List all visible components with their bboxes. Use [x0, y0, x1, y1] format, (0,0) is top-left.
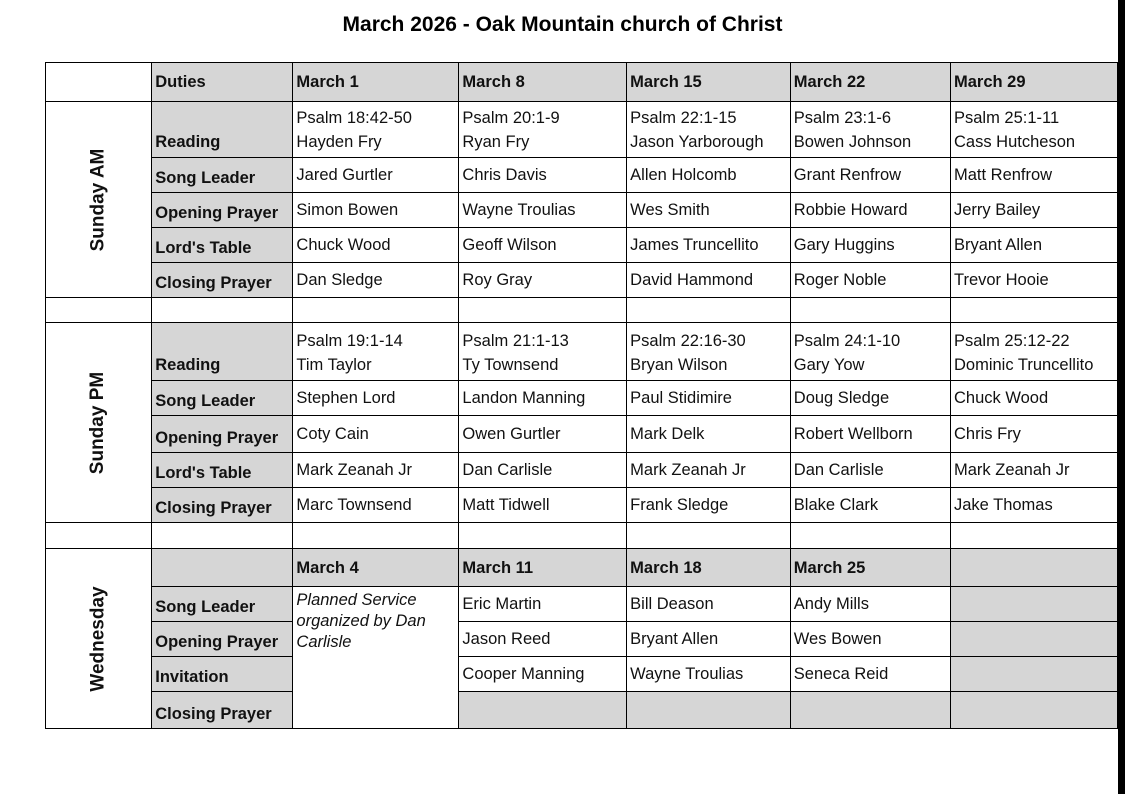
wed-duty-row: [46, 692, 1118, 729]
reading-cell: [790, 102, 950, 158]
duty-cell: Cooper Manning: [459, 657, 627, 692]
duty-label: Song Leader: [152, 587, 293, 622]
duty-cell: Mark Zeanah Jr: [293, 453, 459, 488]
wed-duty-row: [46, 657, 1118, 692]
duty-cell: David Hammond: [627, 263, 791, 298]
duty-cell: Andy Mills: [790, 587, 950, 622]
duty-cell: Stephen Lord: [293, 381, 459, 416]
duty-cell: Mark Delk: [627, 416, 791, 453]
duty-cell: Trevor Hooie: [950, 263, 1117, 298]
empty-cell: [950, 657, 1117, 692]
schedule-table: [45, 62, 1118, 729]
duty-cell: Roy Gray: [459, 263, 627, 298]
duty-label: Closing Prayer: [152, 263, 293, 298]
reading-cell: [950, 102, 1117, 158]
duty-label: Closing Prayer: [152, 692, 293, 729]
duty-cell: Jason Reed: [459, 622, 627, 657]
duty-label: Lord's Table: [152, 453, 293, 488]
duty-cell: Dan Carlisle: [459, 453, 627, 488]
reader-name: Hayden Fry: [296, 133, 382, 151]
duty-cell: Bryant Allen: [950, 228, 1117, 263]
header-row: [46, 63, 1118, 102]
psalm-ref: Psalm 25:12-22: [953, 332, 1070, 350]
spacer-row: [46, 523, 1118, 549]
duty-label: Reading: [152, 102, 293, 158]
duty-label: Lord's Table: [152, 228, 293, 263]
duty-cell: Jake Thomas: [950, 488, 1117, 523]
header-date: March 25: [790, 549, 950, 587]
am-reading-row: [46, 102, 1118, 158]
reader-name: Bowen Johnson: [793, 133, 912, 151]
duty-cell: Paul Stidimire: [627, 381, 791, 416]
duty-cell: Geoff Wilson: [459, 228, 627, 263]
reader-name: Tim Taylor: [296, 356, 372, 374]
psalm-ref: Psalm 20:1-9: [462, 109, 560, 127]
spacer-row: [46, 298, 1118, 323]
duty-cell: Frank Sledge: [627, 488, 791, 523]
duty-cell: Simon Bowen: [293, 193, 459, 228]
duty-cell: Coty Cain: [293, 416, 459, 453]
header-duties: Duties: [152, 63, 293, 102]
reading-cell: [293, 102, 459, 158]
empty-cell: [950, 587, 1117, 622]
duty-label: Song Leader: [152, 381, 293, 416]
duty-cell: Jerry Bailey: [950, 193, 1117, 228]
psalm-ref: Psalm 21:1-13: [462, 332, 569, 350]
am-duty-row: [46, 228, 1118, 263]
psalm-ref: Psalm 22:1-15: [630, 109, 737, 127]
duty-label: Reading: [152, 323, 293, 381]
section-label-sunday-pm: Sunday PM: [46, 323, 152, 523]
reader-name: Cass Hutcheson: [953, 133, 1076, 151]
duty-cell: Wes Smith: [627, 193, 791, 228]
duty-cell: Chuck Wood: [950, 381, 1117, 416]
header-date: March 29: [950, 63, 1117, 102]
empty-cell: [627, 692, 791, 729]
psalm-ref: Psalm 25:1-11: [953, 109, 1060, 127]
psalm-ref: Psalm 22:16-30: [630, 332, 746, 350]
duty-cell: Doug Sledge: [790, 381, 950, 416]
duty-cell: Marc Townsend: [293, 488, 459, 523]
wed-duty-row: [46, 587, 1118, 622]
empty-cell: [790, 692, 950, 729]
duty-cell: Robbie Howard: [790, 193, 950, 228]
psalm-ref: Psalm 24:1-10: [793, 332, 901, 350]
duty-cell: Dan Carlisle: [790, 453, 950, 488]
pm-duty-row: [46, 453, 1118, 488]
reader-name: Gary Yow: [793, 356, 865, 374]
reading-cell: [459, 102, 627, 158]
reading-cell: [627, 323, 791, 381]
duty-cell: Bill Deason: [627, 587, 791, 622]
duty-cell: Landon Manning: [459, 381, 627, 416]
reader-name: Ryan Fry: [462, 133, 530, 151]
duty-cell: Grant Renfrow: [790, 158, 950, 193]
empty-cell: [950, 692, 1117, 729]
duty-cell: Robert Wellborn: [790, 416, 950, 453]
duty-cell: Bryant Allen: [627, 622, 791, 657]
duty-label: Closing Prayer: [152, 488, 293, 523]
duty-cell: Wayne Troulias: [627, 657, 791, 692]
empty-cell: [950, 549, 1117, 587]
header-date: March 1: [293, 63, 459, 102]
psalm-ref: Psalm 19:1-14: [296, 332, 403, 350]
reading-cell: [459, 323, 627, 381]
reader-name: Jason Yarborough: [630, 133, 764, 151]
duty-cell: Chris Fry: [950, 416, 1117, 453]
pm-duty-row: [46, 416, 1118, 453]
reading-cell: [293, 323, 459, 381]
duty-cell: Blake Clark: [790, 488, 950, 523]
psalm-ref: Psalm 23:1-6: [793, 109, 891, 127]
right-edge-border: [1118, 0, 1125, 794]
duty-label: Opening Prayer: [152, 416, 293, 453]
pm-duty-row: [46, 488, 1118, 523]
wed-date-row: [46, 549, 1118, 587]
duty-cell: Owen Gurtler: [459, 416, 627, 453]
duty-cell: Jared Gurtler: [293, 158, 459, 193]
reader-name: Dominic Truncellito: [953, 356, 1094, 374]
duty-label: Opening Prayer: [152, 622, 293, 657]
wed-duty-row: [46, 622, 1118, 657]
duty-cell: Chris Davis: [459, 158, 627, 193]
duty-cell: Wes Bowen: [790, 622, 950, 657]
planned-service-note: Planned Service organized by Dan Carlisle: [293, 587, 459, 729]
duty-cell: Dan Sledge: [293, 263, 459, 298]
duty-cell: Chuck Wood: [293, 228, 459, 263]
duty-label: Invitation: [152, 657, 293, 692]
header-date: March 11: [459, 549, 627, 587]
duty-cell: Roger Noble: [790, 263, 950, 298]
header-date: March 22: [790, 63, 950, 102]
pm-duty-row: [46, 381, 1118, 416]
duty-label: Opening Prayer: [152, 193, 293, 228]
header-date: March 15: [627, 63, 791, 102]
psalm-ref: Psalm 18:42-50: [296, 109, 412, 127]
duty-cell: Allen Holcomb: [627, 158, 791, 193]
am-duty-row: [46, 263, 1118, 298]
page-title: March 2026 - Oak Mountain church of Christ: [342, 13, 783, 36]
reading-cell: [950, 323, 1117, 381]
reading-cell: [627, 102, 791, 158]
duty-cell: Matt Tidwell: [459, 488, 627, 523]
reader-name: Bryan Wilson: [630, 356, 728, 374]
duty-cell: Eric Martin: [459, 587, 627, 622]
wed-corner-cell: [152, 549, 293, 587]
duty-label: Song Leader: [152, 158, 293, 193]
header-date: March 18: [627, 549, 791, 587]
header-date: March 8: [459, 63, 627, 102]
empty-cell: [950, 622, 1117, 657]
section-label-wednesday: Wednesday: [46, 549, 152, 729]
duty-cell: Matt Renfrow: [950, 158, 1117, 193]
duty-cell: James Truncellito: [627, 228, 791, 263]
reading-cell: [790, 323, 950, 381]
duty-cell: Mark Zeanah Jr: [950, 453, 1117, 488]
reader-name: Ty Townsend: [462, 356, 559, 374]
corner-cell: [46, 63, 152, 102]
empty-cell: [459, 692, 627, 729]
duty-cell: Wayne Troulias: [459, 193, 627, 228]
duty-cell: Gary Huggins: [790, 228, 950, 263]
pm-reading-row: [46, 323, 1118, 381]
header-date: March 4: [293, 549, 459, 587]
duty-cell: Mark Zeanah Jr: [627, 453, 791, 488]
am-duty-row: [46, 193, 1118, 228]
section-label-sunday-am: Sunday AM: [46, 102, 152, 298]
am-duty-row: [46, 158, 1118, 193]
duty-cell: Seneca Reid: [790, 657, 950, 692]
